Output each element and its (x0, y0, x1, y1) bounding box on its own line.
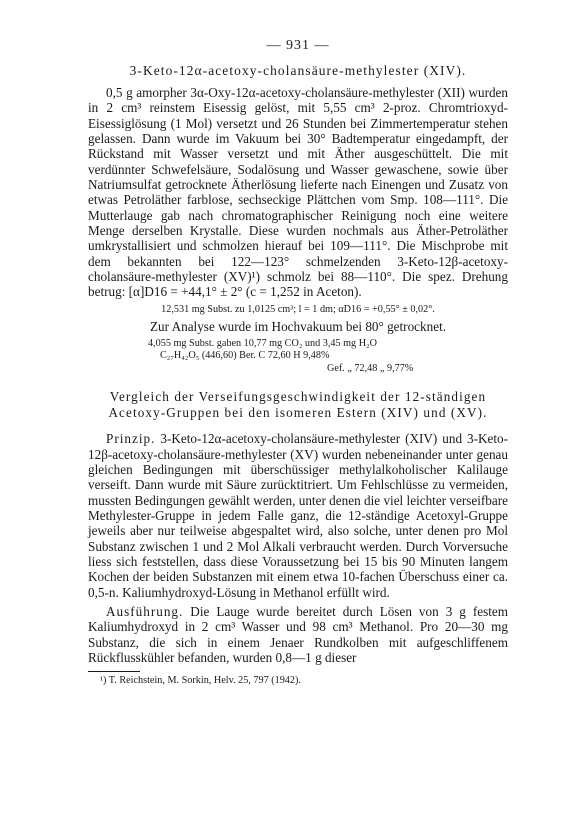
execution-text: Die Lauge wurde bereitet durch Lösen von 3 g festem Kaliumhydroxyd in 2 cm³ Wasser und 98 cm³ Methanol. Pro 20—30 mg Substanz, die sich in einem Jenaer Rundkolben mit aufgeschliffenem Rückflusskühler befanden, wurden 0,8—1 g dieser (88, 604, 508, 666)
analysis-sample: 4,055 mg Subst. gaben 10,77 mg CO₂ und 3,45 mg H₂O (148, 337, 377, 349)
paragraph-principle (88, 431, 508, 600)
analysis-calculated: C₂₇H₄₂O₅ (446,60) Ber. C 72,60 H 9,48% (160, 350, 330, 362)
paragraph-synthesis: 0,5 g amorpher 3α-Oxy-12α-acetoxy-cholansäure-methylester (XII) wurden in 2 cm³ reinstem Eisessig gelöst, mit 5,55 cm³ 2-proz. Chromtrioxyd-Eisessiglösung (1 Mol) versetzt und 26 Stunden bei Zimmertemperatur stehen gelassen. Dann wurde im Vakuum bei 30° Badtemperatur eingedampft, der Rückstand mit Wasser versetzt und mit Äther ausgeschüttelt. Die mit verdünnter Schwefelsäure, Sodalösung und Wasser gewaschene, sowie über Natriumsulfat getrocknete Ätherlösung lieferte nach Einengen und Zusatz von etwas Petroläther farblose, sechseckige Plättchen vom Smp. 108—111°. Die Mutterlauge gab nach chromatographischer Reinigung noch eine weitere Menge derselben Krystalle. Diese wurden nochmals aus Äther-Petroläther umkrystallisiert und schmolzen hierauf bei 109—111°. Die Mischprobe mit dem bekannten bei 122—123° schmelzenden 3-Keto-12β-acetoxy-cholansäure-methylester (XV)¹) schmolz bei 88—110°. Die spez. Drehung betrug: [α]D16 = +44,1° ± 2° (c = 1,252 in Aceton). (88, 85, 508, 300)
compound-heading: 3-Keto-12α-acetoxy-cholansäure-methylester (XIV). (129, 63, 467, 78)
analysis-found: Gef. „ 72,48 „ 9,77% (327, 362, 414, 374)
footnote-rule (88, 671, 140, 672)
page-number: — 931 — (266, 38, 330, 53)
page (88, 38, 508, 687)
principle-text: 3-Keto-12α-acetoxy-cholansäure-methylester (XIV) und 3-Keto-12β-acetoxy-cholansäure-methylester (XV) wurden nebeneinander unter genau gleichen Bedingungen mit überschüssiger methylalkoholischer Kalilauge verseift. Dann wurde mit Säure zurücktitriert. Um Fehlschlüsse zu vermeiden, mussten Bedingungen gewählt werden, unter denen die viel leichter verseifbare Methylester-Gruppe in jedem Falle ganz, die 12-ständige Acetoxyl-Gruppe jeweils aber nur teilweise abgespaltet wird, also solche, unter denen pro Mol Substanz zwischen 1 und 2 Mol Alkali verbraucht werden. Durch Vorversuche liess sich feststellen, dass diese Voraussetzung bei 15 bis 90 Minuten langem Kochen der beiden Substanzen mit einem etwa 10-fachen Überschuss einer ca. 0,5-n. Kaliumhydroxyd-Lösung in Methanol erfüllt wird. (88, 431, 508, 600)
principle-label: Prinzip. (106, 431, 156, 447)
analysis-note: Zur Analyse wurde im Hochvakuum bei 80° getrocknet. (149, 318, 447, 334)
execution-label: Ausführung. (106, 604, 184, 620)
footnote: ¹) T. Reichstein, M. Sorkin, Helv. 25, 797 (1942). (100, 675, 301, 687)
rotation-measurement: 12,531 mg Subst. zu 1,0125 cm³; l = 1 dm; αD16 = +0,55° ± 0,02°. (161, 303, 435, 315)
paragraph-execution (88, 604, 508, 665)
section-title: Vergleich der Verseifungsgeschwindigkeit der 12-ständigen Acetoxy-Gruppen bei den isomeren Estern (XIV) und (XV). (108, 389, 488, 421)
